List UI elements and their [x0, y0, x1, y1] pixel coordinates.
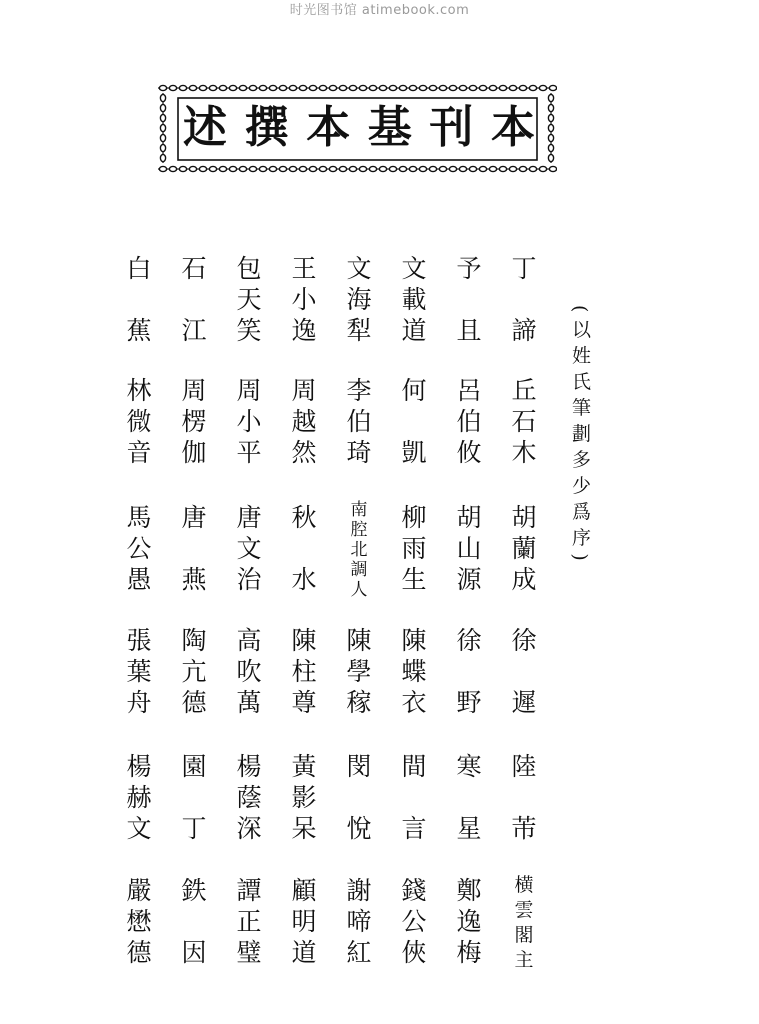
- name-character: 陳: [291, 626, 317, 655]
- title-character: 刊: [429, 102, 474, 153]
- name-character: 伯: [456, 407, 482, 436]
- name-character: 閣: [514, 924, 534, 946]
- name-character: 蕉: [126, 316, 152, 345]
- name-character: 紅: [346, 938, 372, 967]
- name-character: 稼: [346, 688, 372, 717]
- name-character: 芾: [511, 814, 537, 843]
- author-name: [234, 625, 264, 718]
- author-name: [454, 625, 484, 718]
- name-character: 横: [514, 874, 534, 896]
- name-character: 周: [181, 376, 207, 405]
- name-character: 啼: [346, 907, 372, 936]
- author-name: [234, 502, 264, 595]
- name-character: 顧: [291, 876, 317, 905]
- name-character: 赫: [126, 783, 152, 812]
- author-name: [344, 375, 374, 468]
- name-character: 柳: [401, 503, 427, 532]
- author-name: [179, 625, 209, 718]
- name-character: 道: [401, 316, 427, 345]
- name-character: 丁: [511, 254, 537, 283]
- name-character: 胡: [456, 503, 482, 532]
- author-name: [399, 375, 429, 468]
- author-name: [454, 375, 484, 468]
- name-character: 音: [126, 438, 152, 467]
- author-column: [179, 0, 209, 1024]
- name-character: 生: [401, 565, 427, 594]
- name-character: 蘭: [511, 534, 537, 563]
- author-name: [344, 875, 374, 968]
- author-column: [454, 0, 484, 1024]
- author-name: [124, 751, 154, 844]
- name-character: 楞: [181, 407, 207, 436]
- name-character: 周: [236, 376, 262, 405]
- name-character: 言: [401, 814, 427, 843]
- author-name: [509, 625, 539, 718]
- watermark-text: 时光图书馆 atimebook.com: [289, 3, 470, 18]
- author-name: [399, 875, 429, 968]
- name-character: 陶: [181, 626, 207, 655]
- title-character: 本: [306, 102, 351, 153]
- name-character: 明: [291, 907, 317, 936]
- ordering-note: (以姓氏筆劃多少爲序): [569, 305, 591, 568]
- name-character: 德: [126, 938, 152, 967]
- name-character: 越: [291, 407, 317, 436]
- name-character: 正: [236, 907, 262, 936]
- name-character: 凱: [401, 438, 427, 467]
- name-character: 文: [401, 254, 427, 283]
- name-character: 何: [401, 376, 427, 405]
- name-character: 木: [511, 438, 537, 467]
- name-character: 北: [350, 540, 368, 560]
- name-character: 間: [401, 752, 427, 781]
- name-character: 黃: [291, 752, 317, 781]
- name-character: 寒: [456, 752, 482, 781]
- name-character: 呂: [456, 376, 482, 405]
- name-character: 深: [236, 814, 262, 843]
- name-character: 梅: [456, 938, 482, 967]
- name-character: 王: [291, 254, 317, 283]
- author-name: [399, 502, 429, 595]
- name-character: 犁: [346, 316, 372, 345]
- name-character: 唐: [236, 503, 262, 532]
- author-name: [289, 875, 319, 968]
- name-character: 雲: [514, 899, 534, 921]
- name-character: 俠: [401, 938, 427, 967]
- name-character: 石: [511, 407, 537, 436]
- author-column: [289, 0, 319, 1024]
- name-character: 楊: [236, 752, 262, 781]
- title-character: 基: [367, 102, 412, 153]
- name-character: 尊: [291, 688, 317, 717]
- name-character: 楊: [126, 752, 152, 781]
- author-name: [179, 375, 209, 468]
- author-name: [454, 253, 484, 346]
- author-name: [289, 502, 319, 595]
- name-character: 且: [456, 316, 482, 345]
- author-name: [344, 625, 374, 718]
- name-character: 林: [126, 376, 152, 405]
- name-character: 伽: [181, 438, 207, 467]
- name-character: 海: [346, 285, 372, 314]
- author-name: [179, 502, 209, 595]
- author-name: [234, 253, 264, 346]
- title-character: 述: [183, 102, 227, 153]
- author-name: [344, 500, 374, 600]
- name-character: 腔: [350, 520, 368, 540]
- name-character: 園: [181, 752, 207, 781]
- name-character: 伯: [346, 407, 372, 436]
- name-character: 德: [181, 688, 207, 717]
- name-character: 遲: [511, 688, 537, 717]
- name-character: 愚: [126, 565, 152, 594]
- name-character: 平: [236, 438, 262, 467]
- name-character: 徐: [456, 626, 482, 655]
- name-character: 江: [181, 316, 207, 345]
- author-name: [399, 751, 429, 844]
- name-character: 文: [126, 814, 152, 843]
- name-character: 南: [350, 500, 368, 520]
- name-character: 蔭: [236, 783, 262, 812]
- name-character: 閔: [346, 752, 372, 781]
- name-character: 人: [350, 580, 368, 600]
- name-character: 丘: [511, 376, 537, 405]
- name-character: 張: [126, 626, 152, 655]
- author-name: [124, 375, 154, 468]
- name-character: 璧: [236, 938, 262, 967]
- author-column: [399, 0, 429, 1024]
- name-character: 馬: [126, 503, 152, 532]
- name-character: 鄭: [456, 876, 482, 905]
- author-name: [344, 751, 374, 844]
- name-character: 逸: [456, 907, 482, 936]
- name-character: 公: [126, 534, 152, 563]
- name-character: 鉄: [181, 876, 207, 905]
- author-name: [289, 253, 319, 346]
- name-character: 因: [181, 938, 207, 967]
- author-name: [179, 253, 209, 346]
- name-character: 丁: [181, 814, 207, 843]
- name-character: 吹: [236, 657, 262, 686]
- author-name: [124, 502, 154, 595]
- name-character: 燕: [181, 565, 207, 594]
- name-character: 陳: [346, 626, 372, 655]
- name-character: 譚: [236, 876, 262, 905]
- title-character: 撰: [244, 102, 289, 153]
- author-name: [454, 751, 484, 844]
- author-name: [454, 502, 484, 595]
- author-name: [509, 874, 539, 971]
- name-character: 萬: [236, 688, 262, 717]
- name-character: 野: [456, 688, 482, 717]
- author-name: [234, 875, 264, 968]
- author-name: [179, 751, 209, 844]
- name-character: 呆: [291, 814, 317, 843]
- name-character: 悅: [346, 814, 372, 843]
- name-character: 攸: [456, 438, 482, 467]
- name-character: 天: [236, 285, 262, 314]
- name-character: 謝: [346, 876, 372, 905]
- name-character: 李: [346, 376, 372, 405]
- name-character: 逸: [291, 316, 317, 345]
- author-name: [234, 375, 264, 468]
- name-character: 文: [346, 254, 372, 283]
- name-character: 陸: [511, 752, 537, 781]
- author-name: [509, 253, 539, 346]
- name-character: 學: [346, 657, 372, 686]
- name-character: 公: [401, 907, 427, 936]
- author-name: [399, 625, 429, 718]
- author-name: [124, 625, 154, 718]
- name-character: 小: [291, 285, 317, 314]
- name-character: 成: [511, 565, 537, 594]
- name-character: 蝶: [401, 657, 427, 686]
- author-name: [179, 875, 209, 968]
- author-name: [289, 625, 319, 718]
- name-character: 陳: [401, 626, 427, 655]
- name-character: 予: [456, 254, 482, 283]
- name-character: 嚴: [126, 876, 152, 905]
- name-character: 山: [456, 534, 482, 563]
- name-character: 唐: [181, 503, 207, 532]
- author-name: [509, 502, 539, 595]
- author-column: [344, 0, 374, 1024]
- name-character: 秋: [291, 503, 317, 532]
- author-name: [289, 375, 319, 468]
- name-character: 白: [126, 254, 152, 283]
- name-character: 治: [236, 565, 262, 594]
- name-character: 文: [236, 534, 262, 563]
- author-name: [509, 751, 539, 844]
- name-character: 主: [514, 949, 534, 971]
- name-character: 錢: [401, 876, 427, 905]
- author-column: [234, 0, 264, 1024]
- title-character: 本: [490, 102, 535, 153]
- name-character: 小: [236, 407, 262, 436]
- name-character: 石: [181, 254, 207, 283]
- name-character: 諦: [511, 316, 537, 345]
- name-character: 笑: [236, 316, 262, 345]
- name-character: 徐: [511, 626, 537, 655]
- name-character: 雨: [401, 534, 427, 563]
- name-character: 調: [350, 560, 368, 580]
- name-character: 道: [291, 938, 317, 967]
- name-character: 柱: [291, 657, 317, 686]
- name-character: 水: [291, 565, 317, 594]
- author-name: [289, 751, 319, 844]
- name-character: 然: [291, 438, 317, 467]
- name-character: 星: [456, 814, 482, 843]
- name-character: 高: [236, 626, 262, 655]
- name-character: 衣: [401, 688, 427, 717]
- author-name: [454, 875, 484, 968]
- name-character: 包: [236, 254, 262, 283]
- author-name: [399, 253, 429, 346]
- author-name: [124, 253, 154, 346]
- author-name: [344, 253, 374, 346]
- name-character: 影: [291, 783, 317, 812]
- author-column: [124, 0, 154, 1024]
- author-name: [124, 875, 154, 968]
- name-character: 源: [456, 565, 482, 594]
- name-character: 懋: [126, 907, 152, 936]
- name-character: 胡: [511, 503, 537, 532]
- name-character: 舟: [126, 688, 152, 717]
- name-character: 葉: [126, 657, 152, 686]
- name-character: 載: [401, 285, 427, 314]
- author-name: [234, 751, 264, 844]
- name-character: 亢: [181, 657, 207, 686]
- author-column: [509, 0, 539, 1024]
- name-character: 周: [291, 376, 317, 405]
- author-name: [509, 375, 539, 468]
- name-character: 琦: [346, 438, 372, 467]
- name-character: 微: [126, 407, 152, 436]
